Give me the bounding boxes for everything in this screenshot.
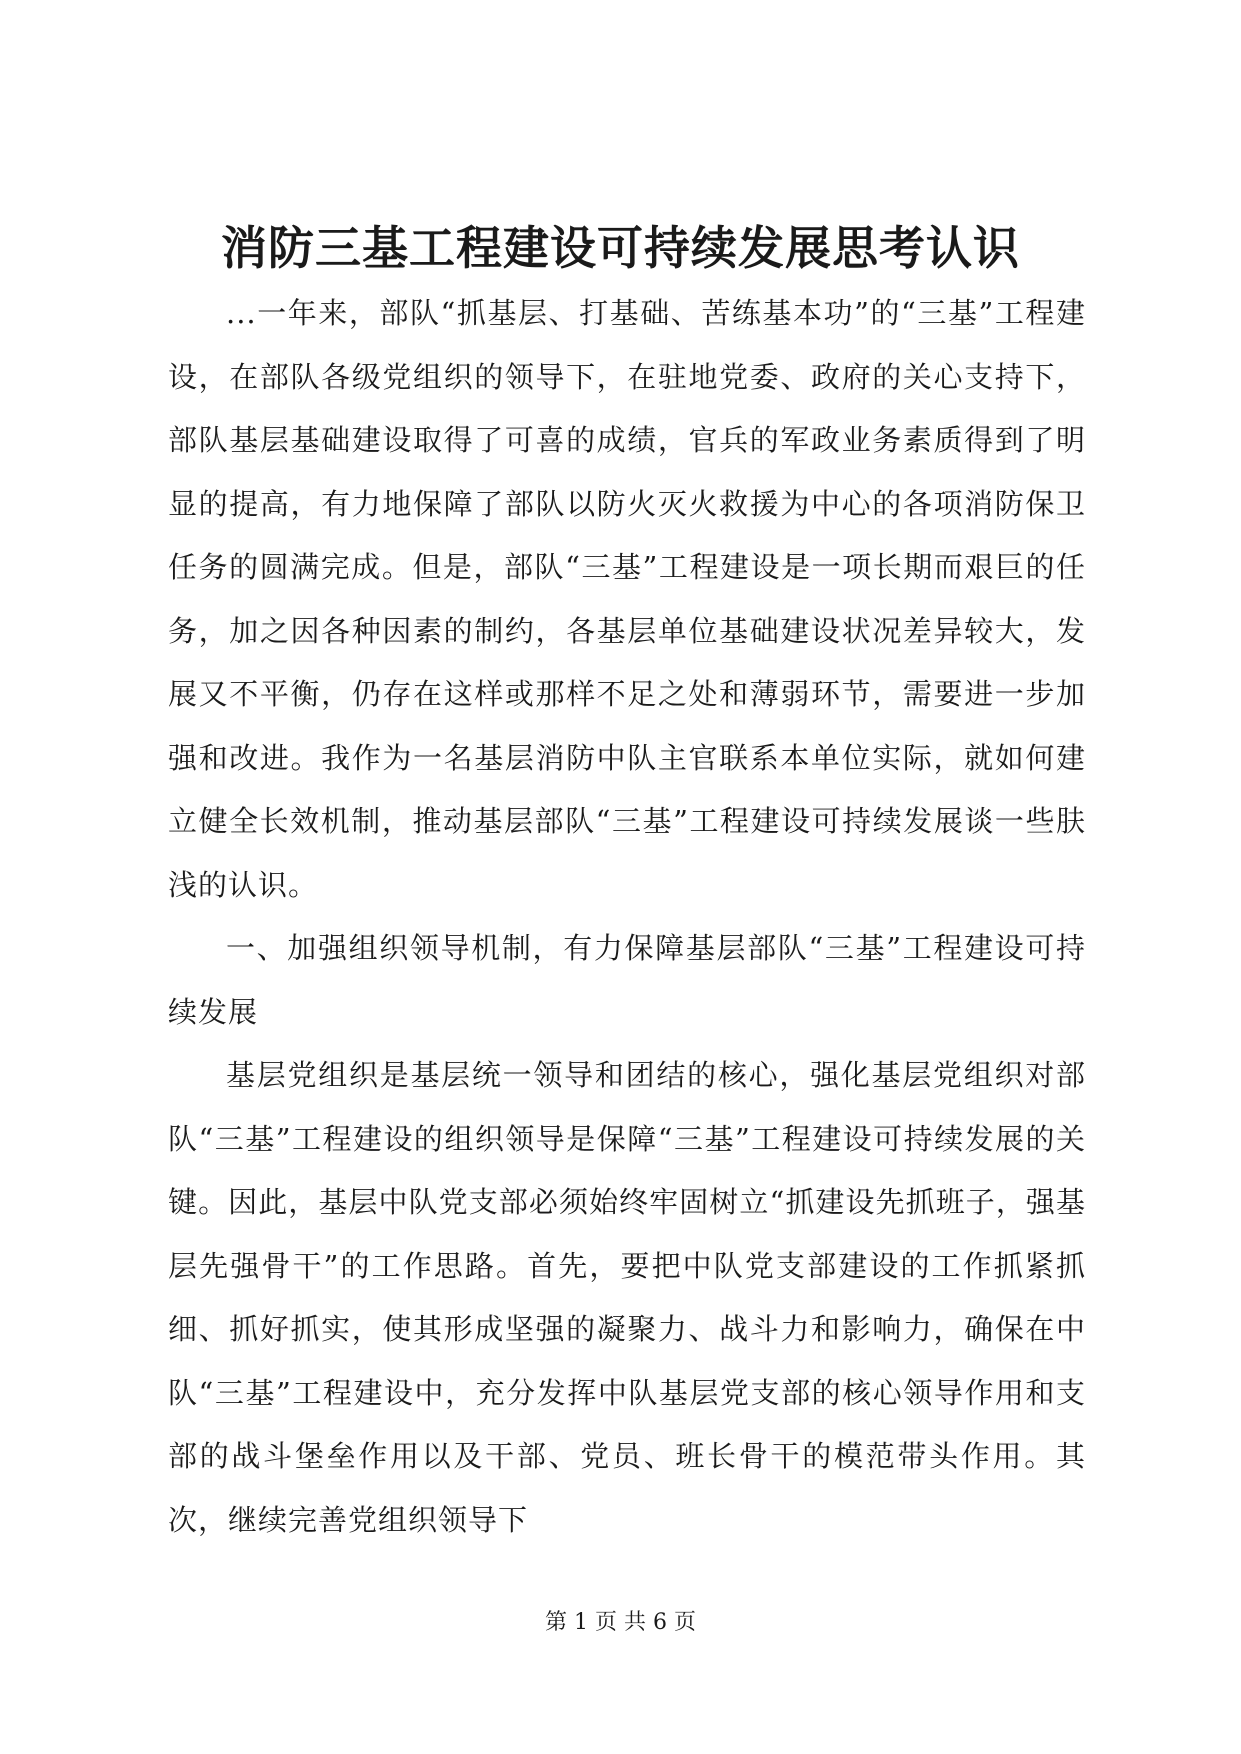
document-body bbox=[168, 282, 1086, 1552]
page-number-footer: 第 1 页 共 6 页 bbox=[545, 1610, 696, 1635]
document-title: 消防三基工程建设可持续发展思考认识 bbox=[221, 221, 1020, 275]
paragraph-intro: ...一年来，部队“抓基层、打基础、苦练基本功”的“三基”工程建设，在部队各级党组织的领导下，在驻地党委、政府的关心支持下，部队基层基础建设取得了可喜的成绩，官兵的军政业务素质得到了明显的提高，有力地保障了部队以防火灭火救援为中心的各项消防保卫任务的圆满完成。但是，部队“三基”工程建设是一项长期而艰巨的任务，加之因各种因素的制约，各基层单位基础建设状况差异较大，发展又不平衡，仍存在这样或那样不足之处和薄弱环节，需要进一步加强和改进。我作为一名基层消防中队主官联系本单位实际，就如何建立健全长效机制，推动基层部队“三基”工程建设可持续发展谈一些肤浅的认识。 bbox=[168, 296, 1086, 902]
section-heading-1: 一、加强组织领导机制，有力保障基层部队“三基”工程建设可持续发展 bbox=[168, 931, 1086, 1029]
paragraph-section-1: 基层党组织是基层统一领导和团结的核心，强化基层党组织对部队“三基”工程建设的组织领导是保障“三基”工程建设可持续发展的关键。因此，基层中队党支部必须始终牢固树立“抓建设先抓班子，强基层先强骨干”的工作思路。首先，要把中队党支部建设的工作抓紧抓细、抓好抓实，使其形成坚强的凝聚力、战斗力和影响力，确保在中队“三基”工程建设中，充分发挥中队基层党支部的核心领导作用和支部的战斗堡垒作用以及干部、党员、班长骨干的模范带头作用。其次，继续完善党组织领导下 bbox=[168, 1058, 1086, 1537]
